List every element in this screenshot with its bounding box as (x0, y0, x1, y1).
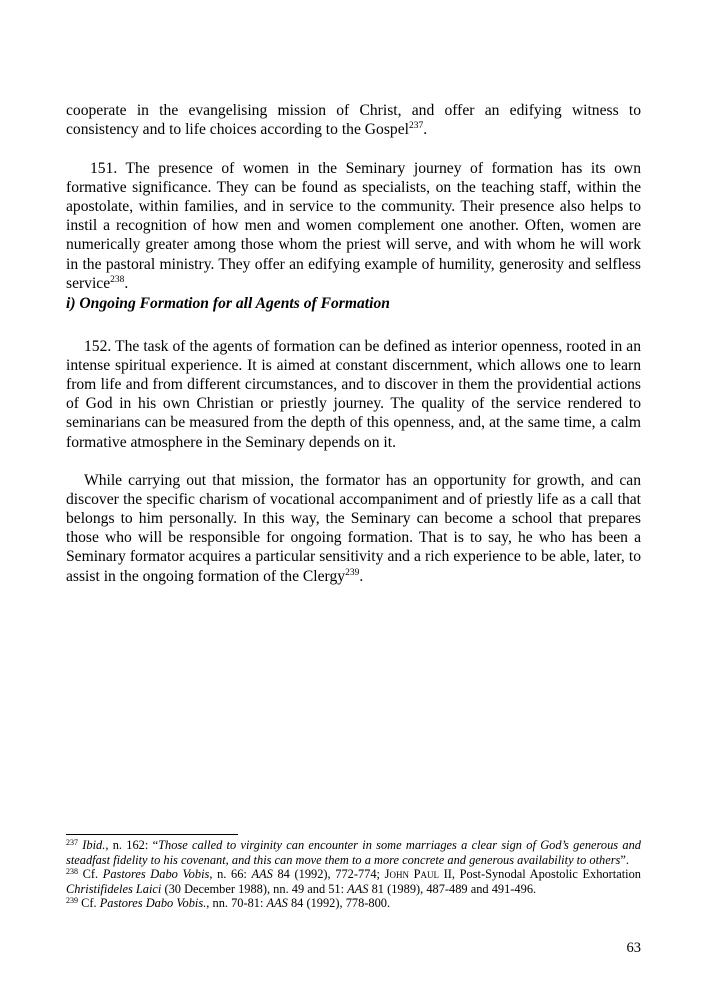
footnote-239 (66, 896, 641, 911)
footnote-text: Cf. (81, 896, 100, 911)
footnote-text: 84 (1992), 772-774; (272, 867, 385, 882)
paragraph-continuation (66, 101, 641, 139)
paragraph-text: While carrying out that mission, the formator has an opportunity for growth, and can discover the specific charism of vocational accompaniment and of priestly life as a call that belongs to him personally. In this way, the Seminary can become a school that prepares those who will be responsible for ongoing formation. That is to say, he who has been a Seminary formator acquires a particular sensitivity and a rich experience to be able, later, to assist in the ongoing formation of the Clergy (66, 471, 641, 585)
footnote-aas: AAS (347, 881, 369, 896)
paragraph-text: 151. The presence of women in the Seminary journey of formation has its own formative significance. They can be found as specialists, on the teaching staff, within the apostolate, within families, and in service to the community. Their presence also helps to instil a recognition of how men and women complement one another. Often, women are numerically greater among those whom the priest will serve, and with whom he will work in the pastoral ministry. They offer an edifying example of humility, generosity and selfless service (66, 159, 641, 292)
footnote-text: 81 (1989), 487-489 and 491-496. (368, 881, 537, 896)
footnote-text: (30 December 1988), nn. 49 and 51: (161, 881, 348, 896)
footnote-text: , Post-Synodal Apostolic Exhortation (451, 867, 641, 882)
section-heading: i) Ongoing Formation for all Agents of Formation (66, 295, 390, 312)
paragraph-end: . (124, 274, 129, 292)
paragraph-end: . (423, 120, 428, 138)
paragraph-151 (66, 159, 641, 293)
footnote-aas: AAS (266, 896, 288, 911)
footnote-number: 238 (66, 867, 78, 877)
paragraph-end: . (359, 567, 364, 585)
footnote-text: , n. 162: “ (105, 838, 159, 852)
footnote-ref-237[interactable]: 237 (408, 120, 424, 131)
paragraph-text: cooperate in the evangelising mission of Christ, and offer an edifying witness to consistency and to life choices according to the Gospel (66, 101, 641, 138)
footnote-text: ”. (620, 852, 629, 867)
page-number: 63 (626, 940, 641, 956)
paragraph-152 (66, 337, 641, 452)
footnotes (66, 838, 641, 911)
footnote-divider (66, 834, 238, 835)
footnote-title: Christifideles Laici (66, 881, 162, 896)
footnote-text: 84 (1992), 778-800. (287, 896, 391, 911)
footnote-text: , n. 66: (209, 867, 252, 882)
footnote-title: Pastores Dabo Vobis (102, 867, 210, 882)
footnote-number: 237 (66, 838, 78, 847)
footnote-text: Cf. (82, 867, 103, 882)
footnote-ibid: Ibid. (82, 838, 106, 852)
footnote-text: , nn. 70-81: (206, 896, 267, 911)
paragraph-text: 152. The task of the agents of formation can be defined as interior openness, rooted in an intense spiritual experience. It is aimed at constant discernment, which allows one to learn from life and from different circumstances, and to discover in them the providential actions of God in his own Christian or priestly journey. The quality of the service rendered to seminarians can be measured from the depth of this openness, and, at the same time, a calm formative atmosphere in the Seminary depends on it. (66, 337, 641, 451)
paragraph-mission (66, 471, 641, 586)
footnote-ref-239[interactable]: 239 (345, 567, 360, 578)
footnote-ref-238[interactable]: 238 (110, 274, 125, 285)
footnote-author: John Paul II (384, 867, 452, 882)
footnote-238 (66, 867, 641, 896)
footnote-237 (66, 838, 641, 867)
footnote-title: Pastores Dabo Vobis. (99, 896, 207, 911)
footnote-quote: Those called to virginity can encounter in some marriages a clear sign of God’s generous and steadfast fidelity to his covenant, and this can move them to a more concrete and generous availability to others (66, 838, 641, 867)
footnote-aas: AAS (251, 867, 273, 882)
footnote-number: 239 (66, 896, 78, 906)
